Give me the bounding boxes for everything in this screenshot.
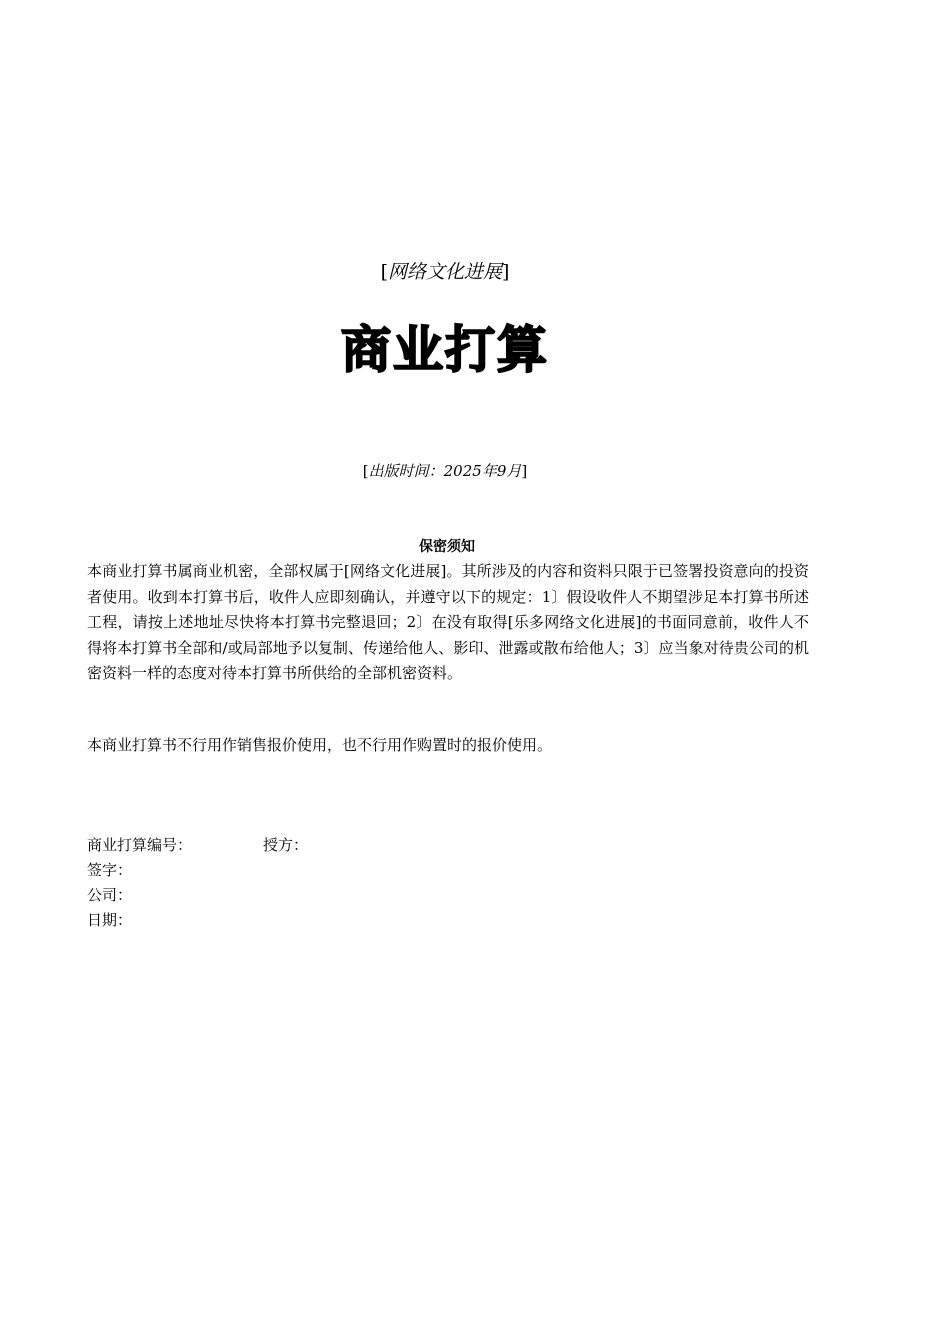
pubdate-text: 出版时间：2025年9月 [368, 462, 522, 480]
form-row-date [87, 908, 687, 933]
pubdate-close-bracket: ] [521, 462, 528, 480]
form-row-signature [87, 858, 687, 883]
subtitle-open-bracket: [ [380, 261, 388, 283]
pubdate-open-bracket: [ [362, 462, 369, 480]
confidentiality-paragraph: 本商业打算书属商业机密，全部权属于[网络文化进展]。其所涉及的内容和资料只限于已签署投资意向的投资者使用。收到本打算书后，收件人应即刻确认，并遵守以下的规定：1〕假设收件人不期望涉足本打算书所述工程，请按上述地址尽快将本打算书完整退回；2〕在没有取得[乐多网络文化进展]的书面同意前，收件人不得将本打算书全部和/或局部地予以复制、传递给他人、影印、泄露或散布给他人；3〕应当象对待贵公司的机密资料一样的态度对待本打算书所供给的全部机密资料。 [87, 562, 809, 682]
form-row-number [87, 833, 687, 858]
publication-date [0, 460, 890, 482]
form-row-company [87, 883, 687, 908]
signature-label: 签字： [87, 861, 133, 879]
subtitle-text: 网络文化进展 [387, 261, 502, 283]
subtitle-close-bracket: ] [502, 261, 510, 283]
document-subtitle [0, 258, 890, 286]
quotation-disclaimer: 本商业打算书不行用作销售报价使用，也不行用作购置时的报价使用。 [87, 736, 553, 754]
recipient-label: 授方： [263, 836, 309, 854]
company-label: 公司： [87, 886, 133, 904]
date-label: 日期： [87, 911, 133, 929]
document-title: 商业打算 [341, 321, 549, 379]
confidentiality-heading: 保密须知 [419, 539, 475, 555]
plan-number-label: 商业打算编号： [87, 836, 193, 854]
recipient-form [87, 833, 687, 933]
